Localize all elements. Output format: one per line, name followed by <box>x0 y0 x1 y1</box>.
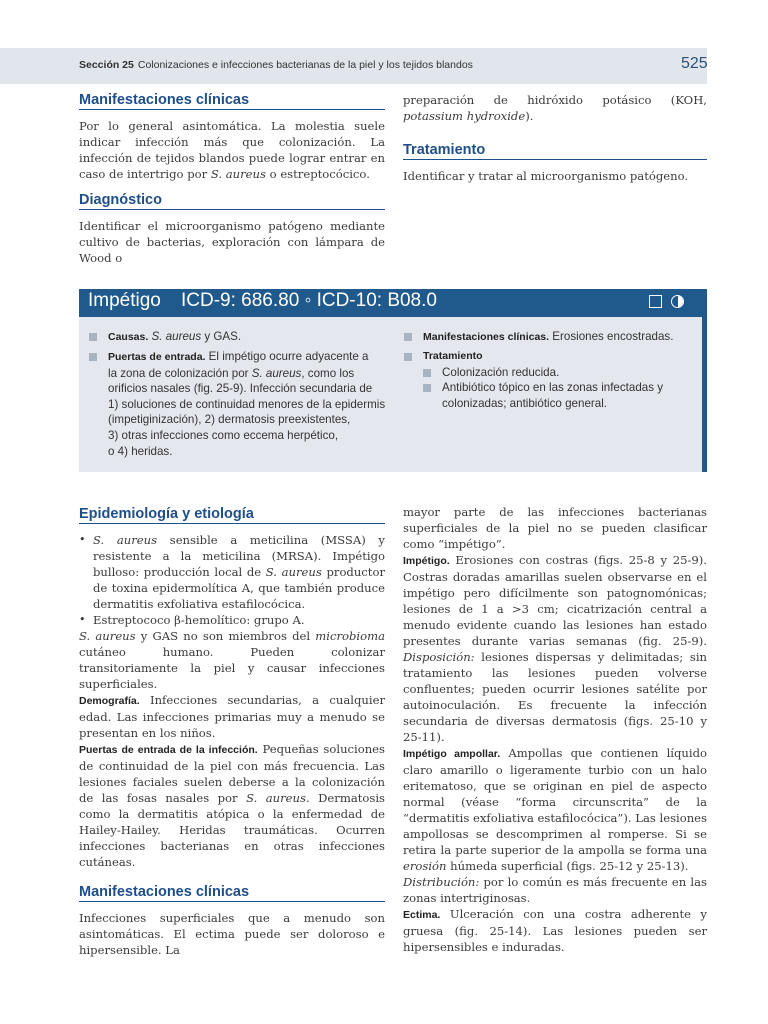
heading-epidemiologia: Epidemiología y etiología <box>79 506 385 524</box>
paragraph-manifestaciones: Infecciones superficiales que a menudo son asintomáticas. El ectima puede ser doloroso e hipersensible. La <box>79 911 385 957</box>
paragraph-koh: preparación de hidróxido potásico (KOH, potassium hydroxide). <box>403 93 707 123</box>
paragraph-puertas: Puertas de entrada de la infección. Pequeñas soluciones de continuidad de la piel con más frecuencia. Las lesiones faciales suelen deberse a la colonización de las fosas nasales por S. aureus. Dermatosis como la dermatitis atópica o la enfermedad de Hailey-Hailey. Heridas traumáticas. Ocurren infecciones bacterianas en otras infecciones cutáneas. <box>79 742 385 869</box>
icd-codes: ICD-9: 686.80 ◦ ICD-10: B08.0 <box>181 290 437 311</box>
bullet-square-icon <box>404 333 412 341</box>
paragraph-demografia: Demografía. Infecciones secundarias, a cualquier edad. Las infecciones primarias muy a menudo se presentan en los niños. <box>79 693 385 740</box>
heading-tratamiento: Tratamiento <box>403 142 707 160</box>
section-title: Colonizaciones e infecciones bacterianas de la piel y los tejidos blandos <box>137 59 473 71</box>
paragraph-continuation: mayor parte de las infecciones bacterianas superficiales de la piel no se pueden clasificar como “impétigo”. <box>403 505 707 551</box>
box-item-puertas: Puertas de entrada. El impétigo ocurre adyacente a la zona de colonización por S. aureus, como los orificios nasales (fig. 25-9). Infección secundaria de 1) soluciones de continuidad menores de la epidermis (impetiginización), 2) dermatosis preexistentes, 3) otras infecciones como eccema herpético, o 4) heridas. <box>89 349 389 459</box>
bullet-aureus: • S. aureus sensible a meticilina (MSSA) y resistente a la meticilina (MRSA). Impétigo bulloso: producción local de S. aureus productor de toxina epidermolítica A, que también produce dermatitis exfoliativa estafilocócica. <box>79 533 385 611</box>
heading-manifestaciones: Manifestaciones clínicas <box>79 884 385 902</box>
paragraph-diagnostico: Identificar el microorganismo patógeno mediante cultivo de bacterias, exploración con lámpara de Wood o <box>79 219 385 265</box>
paragraph-microbioma: S. aureus y GAS no son miembros del microbioma cutáneo humano. Pueden colonizar transitoriamente la piel y causar infecciones superficiales. <box>79 629 385 691</box>
box-right-border <box>702 317 707 472</box>
impetigo-box-header <box>79 289 707 317</box>
bullet-square-icon <box>89 333 97 341</box>
paragraph-tratamiento: Identificar y tratar al microorganismo patógeno. <box>403 169 689 183</box>
bullet-square-icon <box>423 369 431 377</box>
lower-left-column <box>79 506 385 958</box>
running-header <box>79 59 473 71</box>
bullet-estreptococo: • Estreptococo β-hemolítico: grupo A. <box>79 613 305 627</box>
square-icon <box>649 295 662 308</box>
heading-diagnostico: Diagnóstico <box>79 192 385 210</box>
box-item-tratamiento: Tratamiento Colonización reducida. Antibiótico tópico en las zonas infectadas y colonizadas; antibiótico general. <box>404 349 699 411</box>
bullet-square-icon <box>423 384 431 392</box>
paragraph-ectima: Ectima. Ulceración con una costra adherente y gruesa (fig. 25-14). Las lesiones pueden ser hipersensibles e induradas. <box>403 907 707 954</box>
paragraph-distribucion: Distribución: por lo común es más frecuente en las zonas intertriginosas. <box>403 875 707 905</box>
half-circle-icon <box>671 295 684 308</box>
top-right-column <box>403 92 707 184</box>
box-item-causas: Causas. S. aureus y GAS. <box>89 329 389 346</box>
top-left-column <box>79 92 385 266</box>
heading-manifestaciones-top: Manifestaciones clínicas <box>79 92 385 110</box>
section-label: Sección 25 <box>79 59 134 71</box>
paragraph-impetigo: Impétigo. Erosiones con costras (figs. 25-8 y 25-9). Costras doradas amarillas suelen observarse en el impétigo pero difícilmente son patognomónicas; lesiones de 1 a >3 cm; cicatrización central a menudo evidente cuando las lesiones han estado presentes durante varias semanas (fig. 25-9). Disposición: lesiones dispersas y delimitadas; sin tratamiento las lesiones pueden volverse confluentes; pueden ocurrir lesiones satélite por autoinoculación. Es frecuente la infección secundaria de diversas dermatosis (figs. 25-10 y 25-11). <box>403 553 707 744</box>
paragraph-impetigo-ampollar: Impétigo ampollar. Ampollas que contienen líquido claro amarillo o ligeramente turbio con un halo eritematoso, que se originan en piel de aspecto normal (véase “forma circunscrita” de la “dermatitis exfoliativa estafilocócica”). Las lesiones ampollosas se descomprimen al romperse. Si se retira la parte superior de la ampolla se forma una erosión húmeda superficial (figs. 25-12 y 25-13). <box>403 746 707 873</box>
bullet-square-icon <box>404 353 412 361</box>
page-number: 525 <box>681 55 708 72</box>
lower-right-column <box>403 504 707 955</box>
impetigo-title: Impétigo <box>88 290 161 311</box>
bullet-square-icon <box>89 353 97 361</box>
box-item-manifestaciones: Manifestaciones clínicas. Erosiones encostradas. <box>404 329 699 346</box>
paragraph-manifestaciones-top: Por lo general asintomática. La molestia suele indicar infección más que colonización. La infección de tejidos blandos puede lograr entrar en caso de intertrigo por S. aureus o estreptocócico. <box>79 119 385 181</box>
